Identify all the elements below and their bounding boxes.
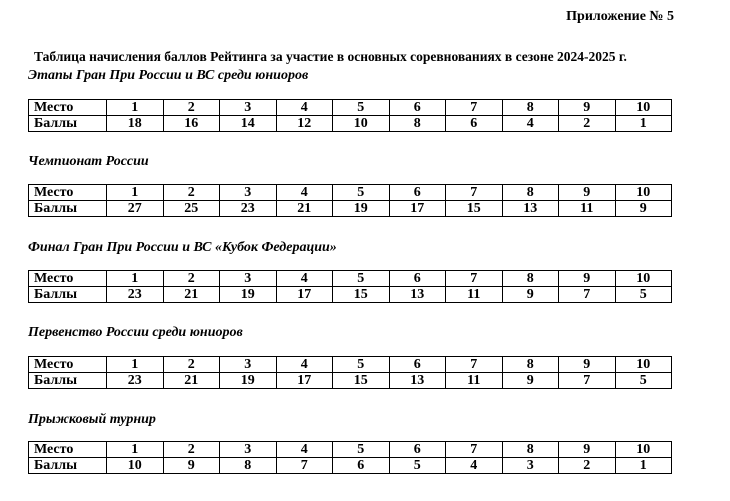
points-cell: 15 bbox=[333, 373, 390, 389]
place-cell: 10 bbox=[615, 357, 672, 373]
points-cell: 25 bbox=[163, 201, 220, 217]
places-row bbox=[29, 185, 672, 201]
points-cell: 6 bbox=[446, 116, 503, 132]
place-cell: 4 bbox=[276, 442, 333, 458]
points-row bbox=[29, 287, 672, 303]
place-cell: 8 bbox=[502, 185, 559, 201]
places-row-label: Место bbox=[29, 185, 107, 201]
points-cell: 9 bbox=[502, 373, 559, 389]
place-cell: 10 bbox=[615, 271, 672, 287]
points-cell: 15 bbox=[446, 201, 503, 217]
place-cell: 3 bbox=[220, 185, 277, 201]
points-table-jump-tournament bbox=[28, 441, 672, 474]
points-cell: 27 bbox=[107, 201, 164, 217]
points-row-label: Баллы bbox=[29, 373, 107, 389]
points-cell: 11 bbox=[446, 373, 503, 389]
place-cell: 4 bbox=[276, 271, 333, 287]
points-cell: 9 bbox=[163, 458, 220, 474]
points-cell: 2 bbox=[559, 116, 616, 132]
points-cell: 11 bbox=[559, 201, 616, 217]
place-cell: 7 bbox=[446, 442, 503, 458]
place-cell: 2 bbox=[163, 271, 220, 287]
place-cell: 8 bbox=[502, 100, 559, 116]
points-cell: 17 bbox=[276, 373, 333, 389]
places-row-label: Место bbox=[29, 357, 107, 373]
points-cell: 11 bbox=[446, 287, 503, 303]
points-cell: 13 bbox=[389, 287, 446, 303]
place-cell: 7 bbox=[446, 271, 503, 287]
place-cell: 5 bbox=[333, 357, 390, 373]
place-cell: 10 bbox=[615, 185, 672, 201]
points-cell: 3 bbox=[502, 458, 559, 474]
places-row bbox=[29, 271, 672, 287]
place-cell: 1 bbox=[107, 271, 164, 287]
points-table-grand-prix-stages bbox=[28, 99, 672, 132]
place-cell: 9 bbox=[559, 185, 616, 201]
points-cell: 19 bbox=[220, 373, 277, 389]
places-row-label: Место bbox=[29, 100, 107, 116]
document-title: Таблица начисления баллов Рейтинга за участие в основных соревнованиях в сезоне 2024-2025 г. bbox=[34, 49, 627, 64]
place-cell: 4 bbox=[276, 185, 333, 201]
points-row-label: Баллы bbox=[29, 287, 107, 303]
points-cell: 21 bbox=[276, 201, 333, 217]
points-row bbox=[29, 201, 672, 217]
place-cell: 7 bbox=[446, 100, 503, 116]
place-cell: 8 bbox=[502, 271, 559, 287]
place-cell: 3 bbox=[220, 357, 277, 373]
place-cell: 10 bbox=[615, 100, 672, 116]
place-cell: 3 bbox=[220, 100, 277, 116]
points-cell: 1 bbox=[615, 458, 672, 474]
place-cell: 3 bbox=[220, 442, 277, 458]
points-row-label: Баллы bbox=[29, 201, 107, 217]
place-cell: 5 bbox=[333, 185, 390, 201]
place-cell: 1 bbox=[107, 442, 164, 458]
points-table-grand-prix-final bbox=[28, 270, 672, 303]
place-cell: 1 bbox=[107, 100, 164, 116]
section-title-grand-prix-stages: Этапы Гран При России и ВС среди юниоров bbox=[28, 68, 309, 83]
place-cell: 1 bbox=[107, 185, 164, 201]
points-cell: 16 bbox=[163, 116, 220, 132]
place-cell: 9 bbox=[559, 357, 616, 373]
points-cell: 19 bbox=[220, 287, 277, 303]
place-cell: 2 bbox=[163, 442, 220, 458]
points-cell: 14 bbox=[220, 116, 277, 132]
points-cell: 23 bbox=[107, 373, 164, 389]
points-cell: 12 bbox=[276, 116, 333, 132]
places-row bbox=[29, 442, 672, 458]
points-cell: 18 bbox=[107, 116, 164, 132]
points-cell: 7 bbox=[276, 458, 333, 474]
points-cell: 5 bbox=[389, 458, 446, 474]
place-cell: 5 bbox=[333, 271, 390, 287]
place-cell: 6 bbox=[389, 271, 446, 287]
place-cell: 3 bbox=[220, 271, 277, 287]
place-cell: 2 bbox=[163, 185, 220, 201]
points-row bbox=[29, 373, 672, 389]
points-cell: 9 bbox=[502, 287, 559, 303]
points-table-junior-championship bbox=[28, 356, 672, 389]
places-row bbox=[29, 357, 672, 373]
places-row-label: Место bbox=[29, 442, 107, 458]
points-cell: 2 bbox=[559, 458, 616, 474]
place-cell: 8 bbox=[502, 442, 559, 458]
section-title-jump-tournament: Прыжковый турнир bbox=[28, 412, 156, 427]
points-cell: 19 bbox=[333, 201, 390, 217]
points-cell: 21 bbox=[163, 373, 220, 389]
points-cell: 4 bbox=[502, 116, 559, 132]
points-cell: 5 bbox=[615, 287, 672, 303]
points-cell: 23 bbox=[220, 201, 277, 217]
points-cell: 21 bbox=[163, 287, 220, 303]
points-cell: 15 bbox=[333, 287, 390, 303]
points-cell: 4 bbox=[446, 458, 503, 474]
points-cell: 8 bbox=[389, 116, 446, 132]
place-cell: 10 bbox=[615, 442, 672, 458]
points-cell: 23 bbox=[107, 287, 164, 303]
place-cell: 4 bbox=[276, 357, 333, 373]
points-table-russian-championship bbox=[28, 184, 672, 217]
points-cell: 13 bbox=[502, 201, 559, 217]
place-cell: 6 bbox=[389, 357, 446, 373]
section-title-grand-prix-final: Финал Гран При России и ВС «Кубок Федерации» bbox=[28, 240, 337, 255]
place-cell: 4 bbox=[276, 100, 333, 116]
appendix-number: Приложение № 5 bbox=[566, 9, 674, 24]
points-row-label: Баллы bbox=[29, 116, 107, 132]
places-row-label: Место bbox=[29, 271, 107, 287]
place-cell: 7 bbox=[446, 185, 503, 201]
place-cell: 7 bbox=[446, 357, 503, 373]
place-cell: 5 bbox=[333, 100, 390, 116]
points-cell: 6 bbox=[333, 458, 390, 474]
place-cell: 6 bbox=[389, 100, 446, 116]
place-cell: 2 bbox=[163, 100, 220, 116]
places-row bbox=[29, 100, 672, 116]
points-row bbox=[29, 458, 672, 474]
points-cell: 13 bbox=[389, 373, 446, 389]
place-cell: 8 bbox=[502, 357, 559, 373]
place-cell: 2 bbox=[163, 357, 220, 373]
points-cell: 7 bbox=[559, 373, 616, 389]
place-cell: 9 bbox=[559, 442, 616, 458]
points-cell: 10 bbox=[107, 458, 164, 474]
points-cell: 8 bbox=[220, 458, 277, 474]
section-title-junior-championship: Первенство России среди юниоров bbox=[28, 325, 243, 340]
points-cell: 7 bbox=[559, 287, 616, 303]
place-cell: 6 bbox=[389, 442, 446, 458]
points-cell: 10 bbox=[333, 116, 390, 132]
place-cell: 1 bbox=[107, 357, 164, 373]
points-cell: 1 bbox=[615, 116, 672, 132]
points-cell: 5 bbox=[615, 373, 672, 389]
points-row bbox=[29, 116, 672, 132]
points-cell: 9 bbox=[615, 201, 672, 217]
place-cell: 9 bbox=[559, 271, 616, 287]
place-cell: 6 bbox=[389, 185, 446, 201]
points-cell: 17 bbox=[276, 287, 333, 303]
place-cell: 5 bbox=[333, 442, 390, 458]
points-row-label: Баллы bbox=[29, 458, 107, 474]
points-cell: 17 bbox=[389, 201, 446, 217]
place-cell: 9 bbox=[559, 100, 616, 116]
section-title-russian-championship: Чемпионат России bbox=[28, 154, 149, 169]
